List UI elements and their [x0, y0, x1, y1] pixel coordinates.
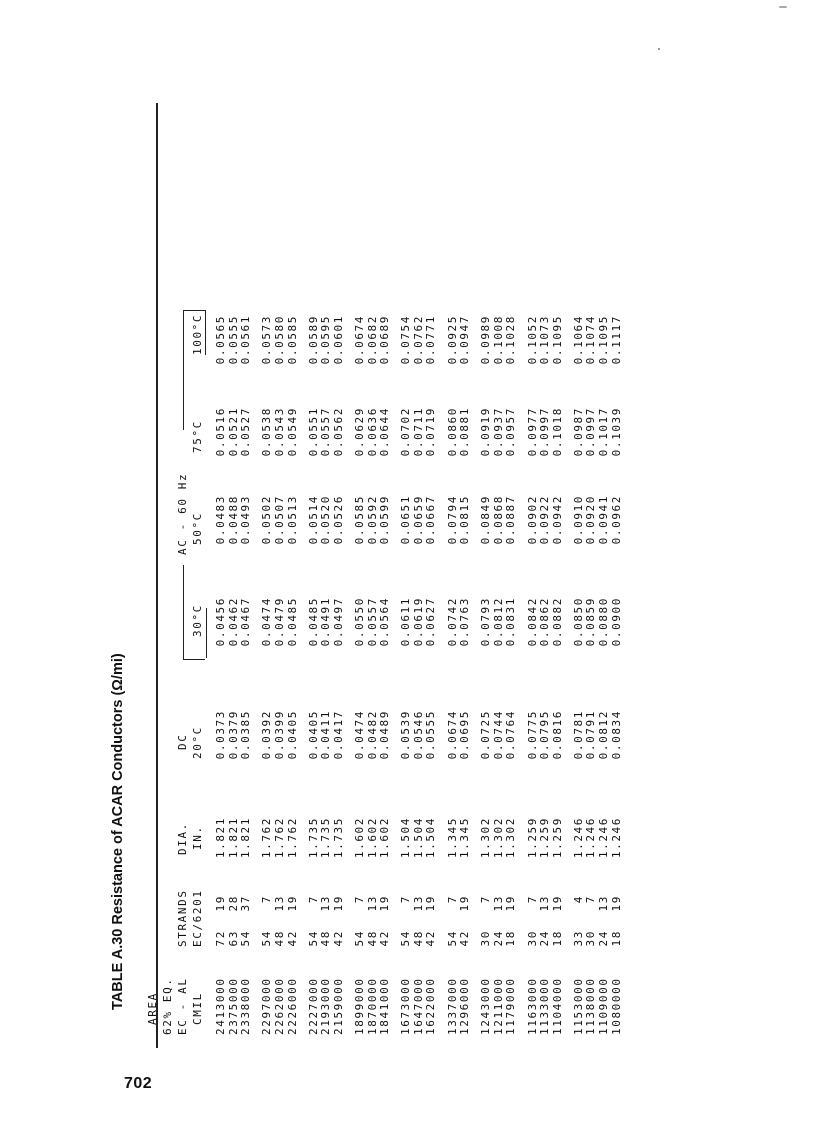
- header-ac-30c: 30°C: [191, 604, 204, 637]
- ac-30c-cell: 0.0627: [424, 597, 438, 647]
- area-cell: 1841000: [378, 977, 392, 1035]
- area-cell: 1647000: [411, 977, 425, 1035]
- ac-50c-cell: 0.0483: [214, 495, 227, 545]
- dc-20c-cell: 0.0539: [399, 710, 413, 760]
- diameter-cell: 1.302: [504, 817, 518, 859]
- area-cell: 1622000: [424, 977, 438, 1035]
- header-ac-50c: 50°C: [191, 512, 204, 545]
- dc-20c-cell: 0.0373: [214, 710, 227, 760]
- strands-6201-cell: 7: [399, 895, 413, 904]
- ac-75c-cell: 0.0860: [445, 407, 459, 457]
- ac-30c-cell: 0.0491: [319, 597, 333, 647]
- ac-50c-cell: 0.0514: [306, 495, 320, 545]
- ac-group-tick-right: [183, 310, 205, 311]
- strands-6201-cell: 7: [445, 895, 459, 904]
- scan-speck: [658, 48, 660, 50]
- ac-30c-cell: 0.0485: [285, 597, 299, 647]
- strands-ec-cell: 42: [424, 930, 438, 947]
- strands-ec-cell: 63: [226, 930, 240, 947]
- ac-50c-cell: 0.0592: [365, 495, 379, 545]
- ac-50c-cell: 0.0585: [352, 495, 366, 545]
- ac-30c-cell: 0.0456: [214, 597, 227, 647]
- area-cell: 1138000: [584, 977, 598, 1035]
- strands-6201-cell: 13: [597, 895, 610, 912]
- dc-20c-cell: 0.0411: [319, 710, 333, 760]
- ac-30c-cell: 0.0462: [226, 597, 240, 647]
- strands-6201-cell: 13: [411, 895, 425, 912]
- ac-75c-cell: 0.0987: [571, 407, 585, 457]
- area-cell: 1337000: [445, 977, 459, 1035]
- ac-100c-cell: 0.0925: [445, 315, 459, 365]
- diameter-cell: 1.821: [226, 817, 240, 859]
- ac-100c-cell: 0.0589: [306, 315, 320, 365]
- area-cell: 2413000: [214, 977, 227, 1035]
- strands-6201-cell: 19: [424, 895, 438, 912]
- strands-6201-cell: 13: [491, 895, 505, 912]
- strands-6201-cell: 19: [285, 895, 299, 912]
- ac-75c-cell: 0.0881: [458, 407, 472, 457]
- dc-20c-cell: 0.0725: [479, 710, 493, 760]
- strands-6201-cell: 19: [378, 895, 392, 912]
- ac-50c-cell: 0.0526: [331, 495, 345, 545]
- area-cell: 1163000: [525, 977, 539, 1035]
- ac-50c-cell: 0.0902: [525, 495, 539, 545]
- area-cell: 1870000: [365, 977, 379, 1035]
- ac-75c-cell: 0.0527: [239, 407, 253, 457]
- ac-50c-cell: 0.0868: [491, 495, 505, 545]
- header-area-line3: EC - AL: [176, 977, 189, 1035]
- diameter-cell: 1.302: [479, 817, 493, 859]
- ac-30c-cell: 0.0763: [458, 597, 472, 647]
- strands-6201-cell: 7: [479, 895, 493, 904]
- dc-20c-cell: 0.0379: [226, 710, 240, 760]
- strands-6201-cell: 13: [272, 895, 286, 912]
- header-strands-line1: STRANDS: [176, 889, 189, 947]
- strands-ec-cell: 42: [378, 930, 392, 947]
- ac-75c-cell: 0.0719: [424, 407, 438, 457]
- ac-75c-cell: 0.0937: [491, 407, 505, 457]
- ac-100c-cell: 0.0580: [272, 315, 286, 365]
- ac-50c-cell: 0.0922: [538, 495, 552, 545]
- strands-ec-cell: 42: [285, 930, 299, 947]
- ac-100c-cell: 0.1074: [584, 315, 598, 365]
- strands-6201-cell: 13: [319, 895, 333, 912]
- ac-100c-cell: 0.1052: [525, 315, 539, 365]
- area-cell: 1899000: [352, 977, 366, 1035]
- ac-75c-cell: 0.0957: [504, 407, 518, 457]
- diameter-cell: 1.762: [285, 817, 299, 859]
- ac-30c-underline: [206, 608, 207, 658]
- dc-20c-cell: 0.0405: [285, 710, 299, 760]
- ac-30c-cell: 0.0550: [352, 597, 366, 647]
- dc-20c-cell: 0.0385: [239, 710, 253, 760]
- diameter-cell: 1.259: [550, 817, 564, 859]
- ac-30c-cell: 0.0479: [272, 597, 286, 647]
- ac-50c-cell: 0.0920: [584, 495, 598, 545]
- ac-50c-cell: 0.0493: [239, 495, 253, 545]
- ac-75c-cell: 0.0997: [538, 407, 552, 457]
- strands-6201-cell: 19: [550, 895, 564, 912]
- dc-20c-cell: 0.0834: [609, 710, 623, 760]
- ac-75c-cell: 0.1039: [609, 407, 623, 457]
- ac-30c-cell: 0.0485: [306, 597, 320, 647]
- strands-ec-cell: 72: [214, 930, 227, 947]
- diameter-cell: 1.821: [239, 817, 253, 859]
- area-cell: 1296000: [458, 977, 472, 1035]
- ac-30c-cell: 0.0900: [609, 597, 623, 647]
- ac-100c-cell: 0.0595: [319, 315, 333, 365]
- ac-50c-cell: 0.0520: [319, 495, 333, 545]
- diameter-cell: 1.762: [272, 817, 286, 859]
- ac-100c-cell: 0.0573: [260, 315, 274, 365]
- ac-50c-cell: 0.0849: [479, 495, 493, 545]
- header-dia-line1: DIA.: [176, 822, 189, 855]
- header-ac-group: AC - 60 Hz: [176, 472, 189, 555]
- strands-ec-cell: 18: [504, 930, 518, 947]
- ac-100c-cell: 0.0565: [214, 315, 227, 365]
- strands-ec-cell: 24: [491, 930, 505, 947]
- diameter-cell: 1.821: [214, 817, 227, 859]
- ac-50c-cell: 0.0667: [424, 495, 438, 545]
- strands-6201-cell: 7: [352, 895, 366, 904]
- ac-100c-cell: 0.1117: [609, 315, 623, 365]
- diameter-cell: 1.735: [331, 817, 345, 859]
- rotated-table: [110, 105, 770, 1055]
- dc-20c-cell: 0.0791: [584, 710, 598, 760]
- ac-30c-cell: 0.0474: [260, 597, 274, 647]
- strands-ec-cell: 54: [306, 930, 320, 947]
- ac-group-rule-left: [183, 565, 184, 660]
- ac-50c-cell: 0.0651: [399, 495, 413, 545]
- strands-ec-cell: 48: [272, 930, 286, 947]
- ac-50c-cell: 0.0910: [571, 495, 585, 545]
- ac-100c-cell: 0.0762: [411, 315, 425, 365]
- ac-75c-cell: 0.0711: [411, 407, 425, 457]
- ac-100c-cell: 0.0585: [285, 315, 299, 365]
- header-ac-75c: 75°C: [191, 420, 204, 453]
- strands-ec-cell: 30: [479, 930, 493, 947]
- ac-100c-cell: 0.1064: [571, 315, 585, 365]
- strands-6201-cell: 19: [331, 895, 345, 912]
- header-area-line1: AREA: [146, 992, 159, 1025]
- strands-6201-cell: 19: [214, 895, 227, 912]
- diameter-cell: 1.302: [491, 817, 505, 859]
- area-cell: 1080000: [609, 977, 623, 1035]
- diameter-cell: 1.504: [424, 817, 438, 859]
- ac-50c-cell: 0.0815: [458, 495, 472, 545]
- strands-ec-cell: 48: [319, 930, 333, 947]
- strands-6201-cell: 7: [584, 895, 598, 904]
- dc-20c-cell: 0.0695: [458, 710, 472, 760]
- strands-6201-cell: 19: [609, 895, 623, 912]
- ac-30c-cell: 0.0831: [504, 597, 518, 647]
- ac-100c-cell: 0.1073: [538, 315, 552, 365]
- dc-20c-cell: 0.0674: [445, 710, 459, 760]
- ac-100c-cell: 0.1008: [491, 315, 505, 365]
- area-cell: 1109000: [597, 977, 610, 1035]
- ac-100c-cell: 0.0771: [424, 315, 438, 365]
- diameter-cell: 1.259: [525, 817, 539, 859]
- ac-30c-cell: 0.0859: [584, 597, 598, 647]
- ac-75c-cell: 0.0516: [214, 407, 227, 457]
- ac-30c-cell: 0.0812: [491, 597, 505, 647]
- strands-6201-cell: 19: [504, 895, 518, 912]
- diameter-cell: 1.345: [458, 817, 472, 859]
- ac-50c-cell: 0.0962: [609, 495, 623, 545]
- ac-75c-cell: 0.0538: [260, 407, 274, 457]
- strands-ec-cell: 18: [550, 930, 564, 947]
- ac-75c-cell: 0.0644: [378, 407, 392, 457]
- strands-ec-cell: 54: [399, 930, 413, 947]
- area-cell: 2297000: [260, 977, 274, 1035]
- strands-ec-cell: 54: [239, 930, 253, 947]
- diameter-cell: 1.504: [399, 817, 413, 859]
- ac-75c-cell: 0.0521: [226, 407, 240, 457]
- ac-30c-cell: 0.0557: [365, 597, 379, 647]
- dc-20c-cell: 0.0474: [352, 710, 366, 760]
- ac-100c-cell: 0.1095: [597, 315, 610, 365]
- dc-20c-cell: 0.0555: [424, 710, 438, 760]
- ac-75c-cell: 0.0629: [352, 407, 366, 457]
- ac-30c-cell: 0.0564: [378, 597, 392, 647]
- strands-ec-cell: 30: [584, 930, 598, 947]
- diameter-cell: 1.246: [609, 817, 623, 859]
- ac-50c-cell: 0.0942: [550, 495, 564, 545]
- ac-75c-cell: 0.0562: [331, 407, 345, 457]
- ac-100c-cell: 0.0947: [458, 315, 472, 365]
- ac-50c-cell: 0.0887: [504, 495, 518, 545]
- diameter-cell: 1.602: [365, 817, 379, 859]
- area-cell: 2227000: [306, 977, 320, 1035]
- area-cell: 1211000: [491, 977, 505, 1035]
- dc-20c-cell: 0.0399: [272, 710, 286, 760]
- ac-50c-cell: 0.0507: [272, 495, 286, 545]
- ac-75c-cell: 0.0543: [272, 407, 286, 457]
- ac-100c-cell: 0.0674: [352, 315, 366, 365]
- dc-20c-cell: 0.0775: [525, 710, 539, 760]
- page-number: 702: [124, 1075, 153, 1092]
- ac-30c-cell: 0.0742: [445, 597, 459, 647]
- ac-100c-cell: 0.0561: [239, 315, 253, 365]
- ac-30c-cell: 0.0842: [525, 597, 539, 647]
- dc-20c-cell: 0.0744: [491, 710, 505, 760]
- strands-6201-cell: 7: [525, 895, 539, 904]
- ac-75c-cell: 0.0977: [525, 407, 539, 457]
- ac-100c-cell: 0.0754: [399, 315, 413, 365]
- ac-75c-cell: 0.0549: [285, 407, 299, 457]
- strands-ec-cell: 18: [609, 930, 623, 947]
- ac-75c-cell: 0.0551: [306, 407, 320, 457]
- strands-6201-cell: 4: [571, 895, 585, 904]
- strands-6201-cell: 7: [306, 895, 320, 904]
- ac-30c-cell: 0.0850: [571, 597, 585, 647]
- area-cell: 2375000: [226, 977, 240, 1035]
- ac-100c-cell: 0.0989: [479, 315, 493, 365]
- strands-6201-cell: 28: [226, 895, 240, 912]
- strands-ec-cell: 42: [331, 930, 345, 947]
- strands-ec-cell: 54: [260, 930, 274, 947]
- ac-30c-cell: 0.0880: [597, 597, 610, 647]
- ac-group-rule-right: [183, 310, 184, 430]
- diameter-cell: 1.259: [538, 817, 552, 859]
- diameter-cell: 1.246: [597, 817, 610, 859]
- dc-20c-cell: 0.0764: [504, 710, 518, 760]
- ac-group-tick-left: [183, 659, 205, 660]
- strands-ec-cell: 54: [352, 930, 366, 947]
- ac-50c-cell: 0.0502: [260, 495, 274, 545]
- strands-ec-cell: 48: [411, 930, 425, 947]
- ac-100c-cell: 0.0689: [378, 315, 392, 365]
- ac-30c-cell: 0.0862: [538, 597, 552, 647]
- area-cell: 2226000: [285, 977, 299, 1035]
- dc-20c-cell: 0.0482: [365, 710, 379, 760]
- ac-30c-cell: 0.0611: [399, 597, 413, 647]
- ac-75c-cell: 0.1018: [550, 407, 564, 457]
- strands-6201-cell: 13: [538, 895, 552, 912]
- header-area-line4: CMIL: [191, 992, 204, 1025]
- ac-100c-cell: 0.0555: [226, 315, 240, 365]
- diameter-cell: 1.762: [260, 817, 274, 859]
- ac-30c-cell: 0.0882: [550, 597, 564, 647]
- ac-100c-cell: 0.1028: [504, 315, 518, 365]
- header-dc-line2: 20°C: [191, 726, 204, 759]
- scan-speck: [779, 6, 787, 8]
- area-cell: 2193000: [319, 977, 333, 1035]
- dc-20c-cell: 0.0392: [260, 710, 274, 760]
- ac-100c-cell: 0.1095: [550, 315, 564, 365]
- strands-6201-cell: 7: [260, 895, 274, 904]
- ac-75c-cell: 0.0919: [479, 407, 493, 457]
- ac-50c-cell: 0.0599: [378, 495, 392, 545]
- area-cell: 2338000: [239, 977, 253, 1035]
- strands-ec-cell: 33: [571, 930, 585, 947]
- area-cell: 2159000: [331, 977, 345, 1035]
- header-dia-line2: IN.: [191, 825, 204, 850]
- ac-50c-cell: 0.0513: [285, 495, 299, 545]
- strands-6201-cell: 13: [365, 895, 379, 912]
- diameter-cell: 1.504: [411, 817, 425, 859]
- strands-ec-cell: 42: [458, 930, 472, 947]
- header-ac-100c: 100°C: [191, 313, 204, 355]
- ac-30c-cell: 0.0497: [331, 597, 345, 647]
- strands-ec-cell: 54: [445, 930, 459, 947]
- dc-20c-cell: 0.0816: [550, 710, 564, 760]
- ac-50c-cell: 0.0794: [445, 495, 459, 545]
- area-cell: 1673000: [399, 977, 413, 1035]
- dc-20c-cell: 0.0417: [331, 710, 345, 760]
- ac-100c-cell: 0.0682: [365, 315, 379, 365]
- ac-50c-cell: 0.0941: [597, 495, 610, 545]
- area-cell: 1153000: [571, 977, 585, 1035]
- strands-6201-cell: 37: [239, 895, 253, 912]
- diameter-cell: 1.602: [378, 817, 392, 859]
- area-cell: 1179000: [504, 977, 518, 1035]
- ac-100c-cell: 0.0601: [331, 315, 345, 365]
- area-cell: 1243000: [479, 977, 493, 1035]
- strands-ec-cell: 24: [597, 930, 610, 947]
- ac-30c-cell: 0.0793: [479, 597, 493, 647]
- dc-20c-cell: 0.0489: [378, 710, 392, 760]
- ac-75c-cell: 0.0997: [584, 407, 598, 457]
- area-cell: 1133000: [538, 977, 552, 1035]
- dc-20c-cell: 0.0812: [597, 710, 610, 760]
- diameter-cell: 1.602: [352, 817, 366, 859]
- ac-50c-cell: 0.0659: [411, 495, 425, 545]
- strands-6201-cell: 19: [458, 895, 472, 912]
- diameter-cell: 1.246: [584, 817, 598, 859]
- ac-75c-cell: 0.1017: [597, 407, 610, 457]
- header-strands-line2: EC/6201: [191, 889, 204, 947]
- diameter-cell: 1.246: [571, 817, 585, 859]
- ac-75c-cell: 0.0636: [365, 407, 379, 457]
- area-cell: 2262000: [272, 977, 286, 1035]
- strands-ec-cell: 24: [538, 930, 552, 947]
- header-area-line2: 62% EQ.: [161, 977, 174, 1035]
- ac-30c-cell: 0.0619: [411, 597, 425, 647]
- diameter-cell: 1.345: [445, 817, 459, 859]
- ac-30c-cell: 0.0467: [239, 597, 253, 647]
- dc-20c-cell: 0.0781: [571, 710, 585, 760]
- strands-ec-cell: 30: [525, 930, 539, 947]
- dc-20c-cell: 0.0795: [538, 710, 552, 760]
- dc-20c-cell: 0.0405: [306, 710, 320, 760]
- diameter-cell: 1.735: [306, 817, 320, 859]
- ac-100c-underline: [205, 310, 206, 355]
- table-caption: TABLE A.30 Resistance of ACAR Conductors (Ω/mi): [110, 653, 126, 1010]
- area-cell: 1104000: [550, 977, 564, 1035]
- header-dc-line1: DC: [176, 733, 189, 750]
- diameter-cell: 1.735: [319, 817, 333, 859]
- strands-ec-cell: 48: [365, 930, 379, 947]
- ac-50c-cell: 0.0488: [226, 495, 240, 545]
- ac-75c-cell: 0.0557: [319, 407, 333, 457]
- dc-20c-cell: 0.0546: [411, 710, 425, 760]
- ac-75c-cell: 0.0702: [399, 407, 413, 457]
